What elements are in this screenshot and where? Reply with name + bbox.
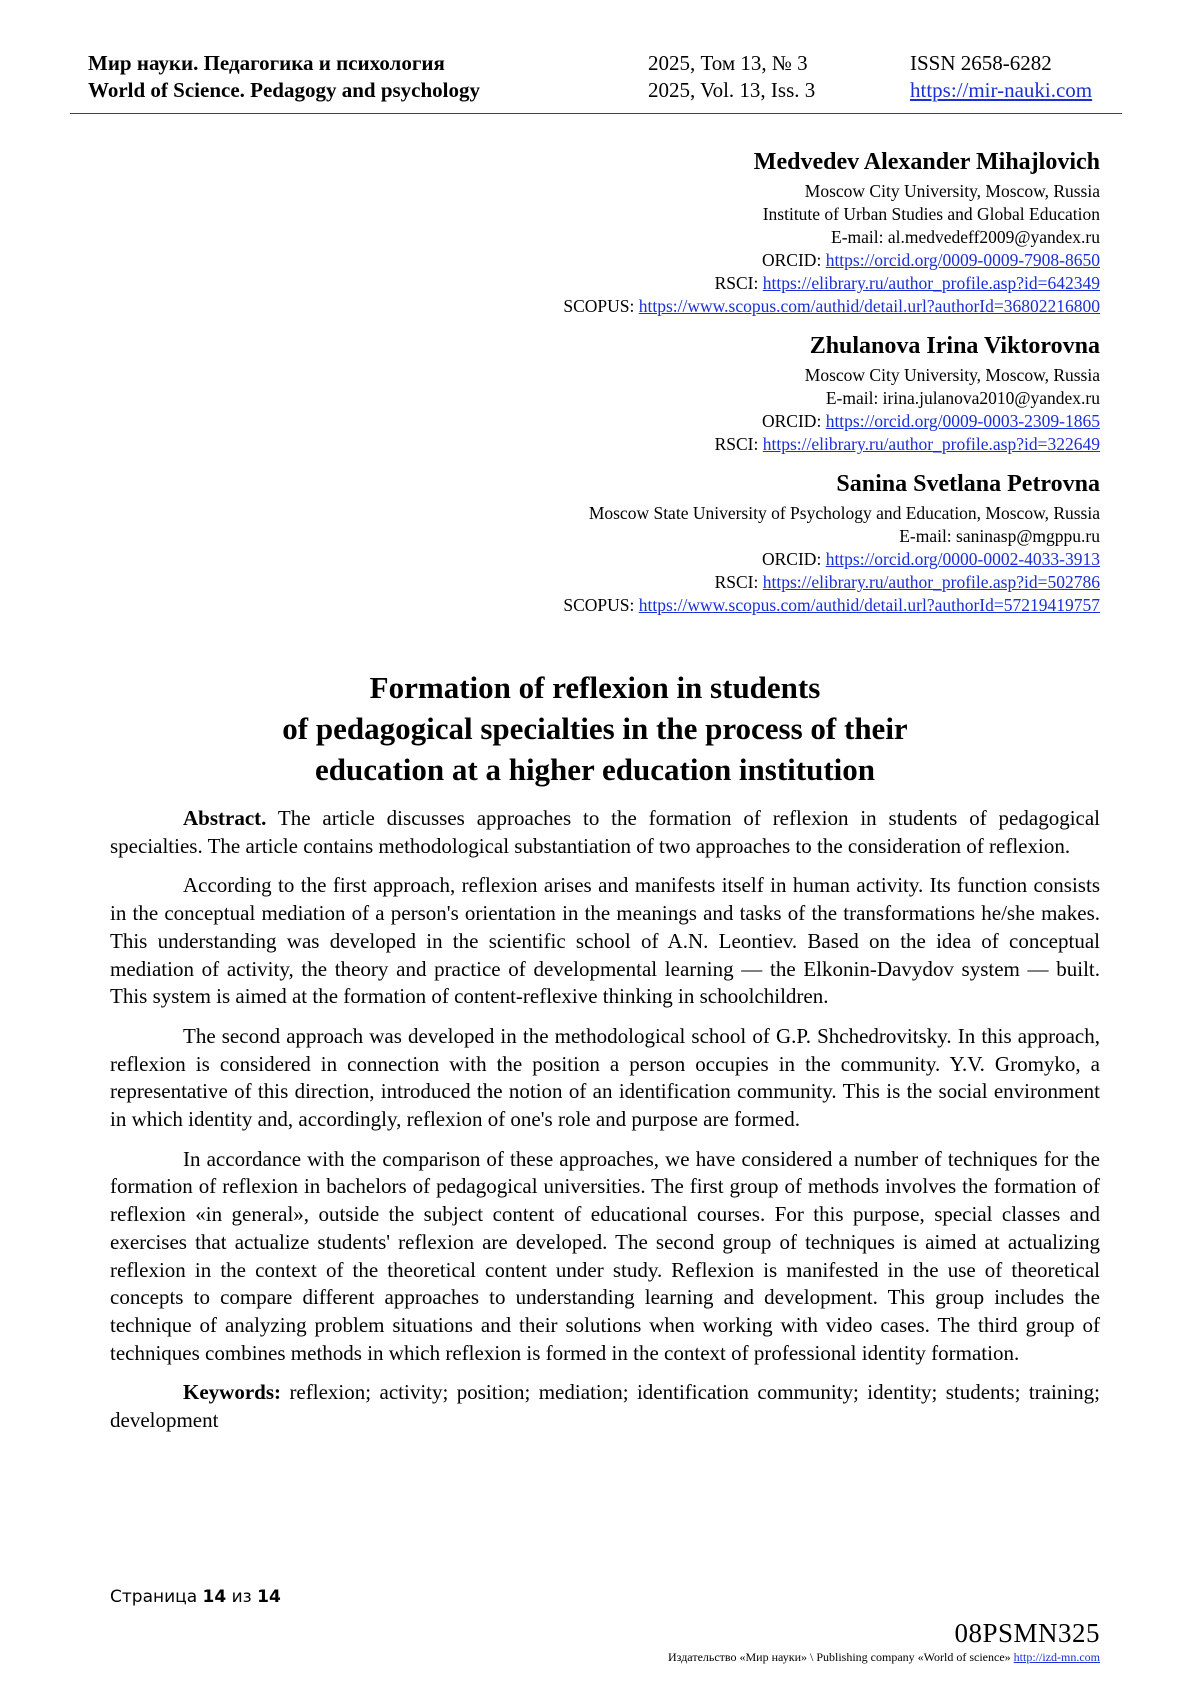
page-number: Страница 14 из 14 — [110, 1587, 281, 1607]
orcid-link[interactable]: https://orcid.org/0009-0003-2309-1865 — [825, 411, 1100, 431]
author-affiliation: Moscow City University, Moscow, Russia — [804, 181, 1100, 201]
abstract-paragraph: According to the first approach, reflexion arises and manifests itself in human activity. Its function consists in the conceptual mediation of a person's orientation in the meanings and tasks of the transformations he/she makes. This understanding was developed in the scientific school of A.N. Leontiev. Based on the idea of conceptual mediation of activity, the theory and practice of developmental learning — the Elkonin-Davydov system — built. This system is aimed at the formation of content-reflexive thinking in schoolchildren. — [110, 873, 1100, 1009]
keywords-paragraph: Keywords: reflexion; activity; position; mediation; identification community; identity; students; training; development — [110, 1380, 1100, 1433]
orcid-link[interactable]: https://orcid.org/0000-0002-4033-3913 — [825, 549, 1100, 569]
rsci-link[interactable]: https://elibrary.ru/author_profile.asp?id=642349 — [762, 273, 1100, 293]
author-affiliation-institute: Institute of Urban Studies and Global Education — [762, 204, 1100, 224]
author-card — [400, 146, 1100, 318]
author-card — [400, 330, 1100, 456]
title-line: of pedagogical specialties in the process of their — [282, 711, 908, 746]
article-title — [90, 667, 1100, 790]
author-rsci: RSCI: https://elibrary.ru/author_profile.asp?id=322649 — [714, 434, 1100, 454]
scopus-link[interactable]: https://www.scopus.com/authid/detail.url?authorId=36802216800 — [638, 296, 1100, 316]
issue-en: 2025, Vol. 13, Iss. 3 — [648, 78, 816, 102]
journal-name-en: World of Science. Pedagogy and psychology — [88, 78, 481, 102]
abstract-paragraph: Abstract. The article discusses approaches to the formation of reflexion in students of pedagogical specialties. The article contains methodological substantiation of two approaches to the consideration of reflexion. — [110, 806, 1100, 858]
author-rsci: RSCI: https://elibrary.ru/author_profile.asp?id=502786 — [714, 572, 1100, 592]
publisher-link[interactable]: http://izd-mn.com — [1013, 1650, 1100, 1664]
abstract-paragraph: The second approach was developed in the methodological school of G.P. Shchedrovitsky. In this approach, reflexion is considered in connection with the position a person occupies in the community. Y.V. Gromyko, a representative of this direction, introduced the notion of an identification community. This is the social environment in which identity and, accordingly, reflexion of one's role and purpose are formed. — [110, 1023, 1100, 1132]
journal-url-link[interactable]: https://mir-nauki.com — [910, 78, 1093, 102]
issn: ISSN 2658-6282 — [910, 51, 1052, 75]
keywords-label: Keywords: — [183, 1380, 281, 1405]
title-line: education at a higher education institution — [314, 752, 876, 787]
journal-name-ru: Мир науки. Педагогика и психология — [88, 51, 445, 75]
header-divider — [70, 113, 1122, 114]
article-code: 08PSMN325 — [954, 1618, 1100, 1648]
author-email: E-mail: saninasp@mgppu.ru — [899, 526, 1100, 546]
author-orcid: ORCID: https://orcid.org/0009-0003-2309-1865 — [762, 411, 1100, 431]
author-affiliation: Moscow State University of Psychology and Education, Moscow, Russia — [588, 503, 1100, 523]
author-scopus: SCOPUS: https://www.scopus.com/authid/detail.url?authorId=36802216800 — [563, 296, 1100, 316]
abstract-paragraph: In accordance with the comparison of these approaches, we have considered a number of techniques for the formation of reflexion in bachelors of pedagogical universities. The first group of methods involves the formation of reflexion «in general», outside the subject content of educational courses. For this purpose, special classes and exercises that actualize students' reflexion are developed. The second group of techniques is aimed at actualizing reflexion in the context of the theoretical content under study. Reflexion is manifested in the use of theoretical concepts to compare different approaches to understanding learning and development. This group includes the technique of analyzing problem situations and their solutions when working with video cases. The third group of techniques combines methods in which reflexion is formed in the context of professional identity formation. — [110, 1146, 1100, 1365]
author-card — [400, 468, 1100, 617]
abstract-section — [110, 805, 1100, 1447]
author-name: Medvedev Alexander Mihajlovich — [753, 149, 1100, 175]
title-line: Formation of reflexion in students — [369, 670, 821, 705]
rsci-link[interactable]: https://elibrary.ru/author_profile.asp?id=502786 — [762, 572, 1100, 592]
issn-block — [910, 50, 1092, 104]
orcid-link[interactable]: https://orcid.org/0009-0009-7908-8650 — [825, 250, 1100, 270]
authors-block — [400, 146, 1100, 629]
author-email: E-mail: irina.julanova2010@yandex.ru — [825, 388, 1100, 408]
author-affiliation: Moscow City University, Moscow, Russia — [804, 365, 1100, 385]
author-orcid: ORCID: https://orcid.org/0009-0009-7908-8650 — [762, 250, 1100, 270]
scopus-link[interactable]: https://www.scopus.com/authid/detail.url?authorId=57219419757 — [638, 595, 1100, 615]
issue-info — [648, 50, 815, 104]
abstract-label: Abstract. — [183, 806, 267, 830]
author-name: Sanina Svetlana Petrovna — [836, 471, 1100, 497]
rsci-link[interactable]: https://elibrary.ru/author_profile.asp?id=322649 — [762, 434, 1100, 454]
author-email: E-mail: al.medvedeff2009@yandex.ru — [831, 227, 1100, 247]
author-scopus: SCOPUS: https://www.scopus.com/authid/detail.url?authorId=57219419757 — [563, 595, 1100, 615]
journal-name — [88, 50, 480, 104]
issue-ru: 2025, Том 13, № 3 — [648, 51, 808, 75]
author-orcid: ORCID: https://orcid.org/0000-0002-4033-3913 — [762, 549, 1100, 569]
publisher-line: Издательство «Мир науки» \ Publishing company «World of science» http://izd-mn.com — [668, 1650, 1100, 1664]
author-rsci: RSCI: https://elibrary.ru/author_profile.asp?id=642349 — [714, 273, 1100, 293]
author-name: Zhulanova Irina Viktorovna — [809, 333, 1100, 359]
